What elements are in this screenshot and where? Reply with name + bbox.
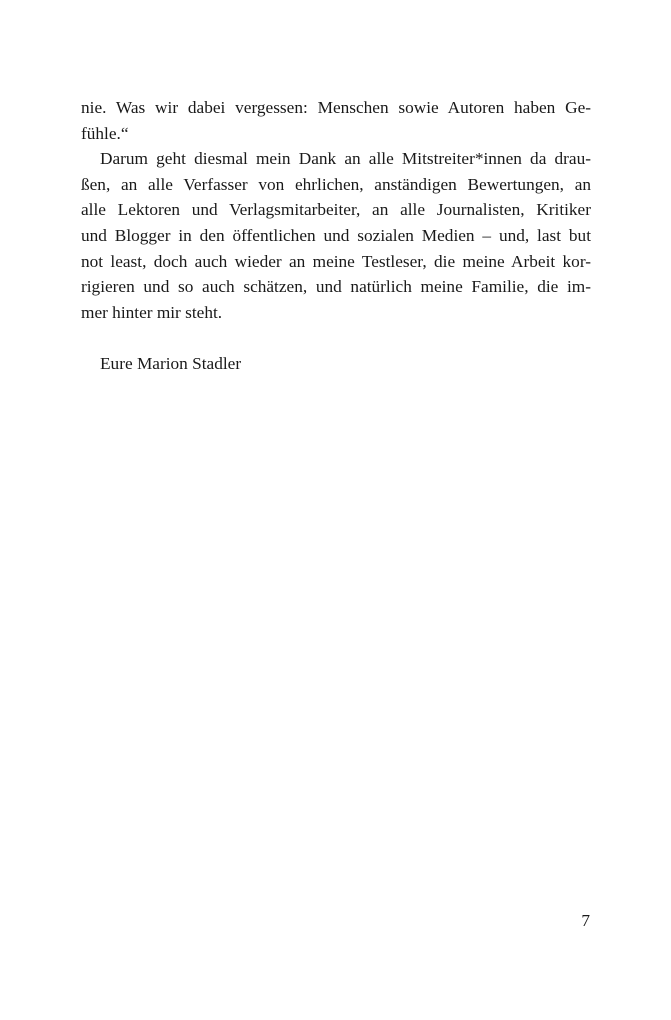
- text-line: not least, doch auch wieder an meine Testleser, die meine Arbeit kor-: [81, 251, 591, 271]
- text-line: fühle.“: [81, 123, 129, 143]
- text-line: rigieren und so auch schätzen, und natürlich meine Familie, die im-: [81, 277, 591, 297]
- text-line: mer hinter mir steht.: [81, 302, 223, 322]
- text-line: nie. Was wir dabei vergessen: Menschen sowie Autoren haben Ge-: [81, 98, 591, 117]
- author-signature: Eure Marion Stadler: [100, 353, 242, 373]
- page-number: 7: [581, 911, 590, 930]
- text-line: ßen, an alle Verfasser von ehrlichen, anständigen Bewertungen, an: [81, 174, 591, 194]
- body-text: [81, 95, 591, 377]
- paragraph-gap: [81, 325, 591, 351]
- text-line: alle Lektoren und Verlagsmitarbeiter, an alle Journalisten, Kritiker: [81, 200, 591, 220]
- paragraph-thanks: [81, 146, 591, 325]
- text-line: Darum geht diesmal mein Dank an alle Mitstreiter*innen da drau-: [100, 149, 591, 169]
- paragraph-closing-quote: [81, 95, 591, 146]
- text-line: und Blogger in den öffentlichen und sozialen Medien – und, last but: [81, 225, 591, 245]
